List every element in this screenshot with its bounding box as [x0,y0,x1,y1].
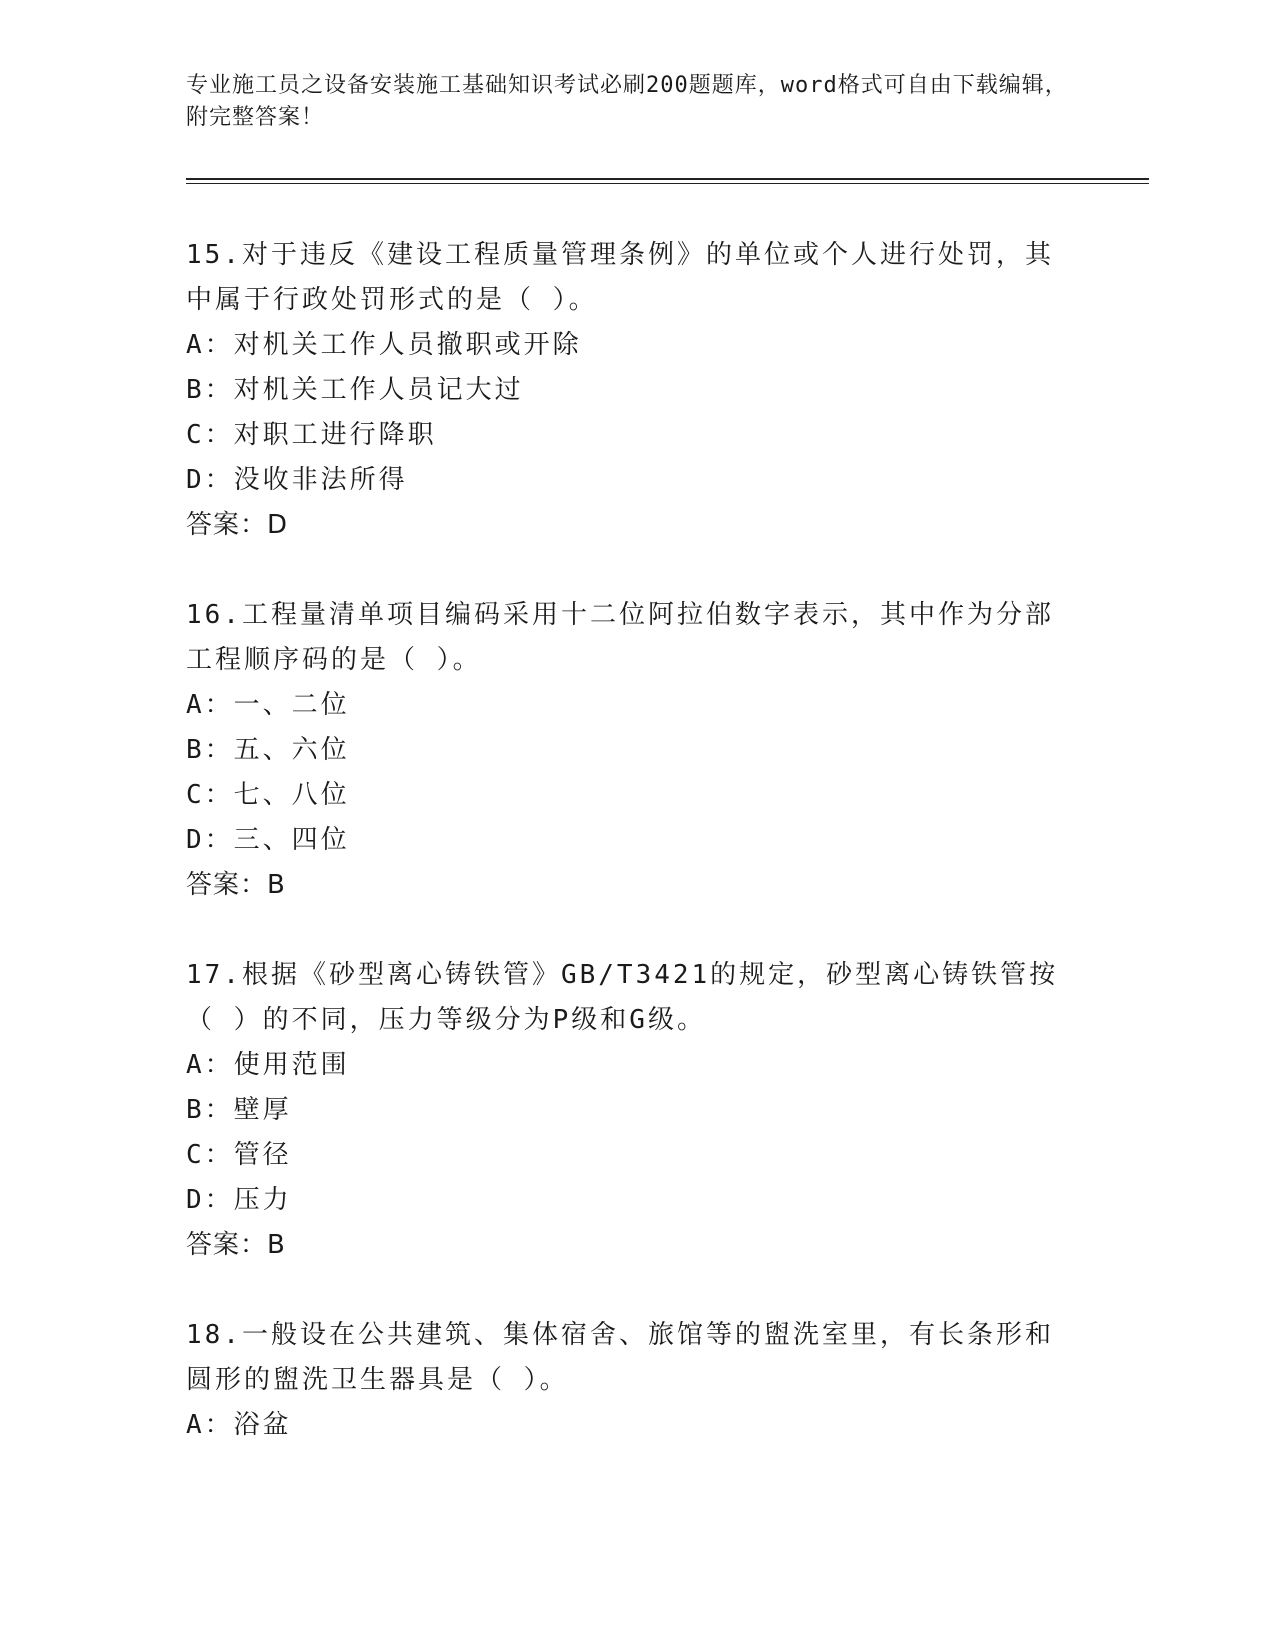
question-17 [186,953,1066,1268]
question-15 [186,233,1066,548]
option-a: A：一、二位 [186,690,350,720]
option-d: D：压力 [186,1185,292,1215]
option-a: A：使用范围 [186,1050,350,1080]
option-c: C：管径 [186,1140,292,1170]
option-b: B：壁厚 [186,1095,292,1125]
question-stem: 16.工程量清单项目编码采用十二位阿拉伯数字表示，其中作为分部工程顺序码的是（ ）。 [186,600,1054,675]
header-divider-thin [186,183,1149,184]
question-16 [186,593,1066,908]
question-18 [186,1313,1066,1448]
question-stem: 18.一般设在公共建筑、集体宿舍、旅馆等的盥洗室里，有长条形和圆形的盥洗卫生器具是（ ）。 [186,1320,1054,1395]
answer-line: 答案：D [186,510,289,540]
option-c: C：对职工进行降职 [186,420,437,450]
option-b: B：对机关工作人员记大过 [186,375,524,405]
answer-line: 答案：B [186,1230,286,1260]
option-b: B：五、六位 [186,735,350,765]
question-stem: 15.对于违反《建设工程质量管理条例》的单位或个人进行处罚，其中属于行政处罚形式的是（ ）。 [186,240,1054,315]
option-d: D：三、四位 [186,825,350,855]
option-d: D：没收非法所得 [186,465,408,495]
question-stem: 17.根据《砂型离心铸铁管》GB/T3421的规定，砂型离心铸铁管按（ ）的不同，压力等级分为P级和G级。 [186,960,1059,1035]
option-a: A：浴盆 [186,1410,292,1440]
answer-line: 答案：B [186,870,286,900]
header-divider [186,178,1149,180]
document-header: 专业施工员之设备安装施工基础知识考试必刷200题题库，word格式可自由下载编辑，附完整答案！ [186,73,1068,130]
option-a: A：对机关工作人员撤职或开除 [186,330,582,360]
option-c: C：七、八位 [186,780,350,810]
question-list [186,233,1066,1493]
